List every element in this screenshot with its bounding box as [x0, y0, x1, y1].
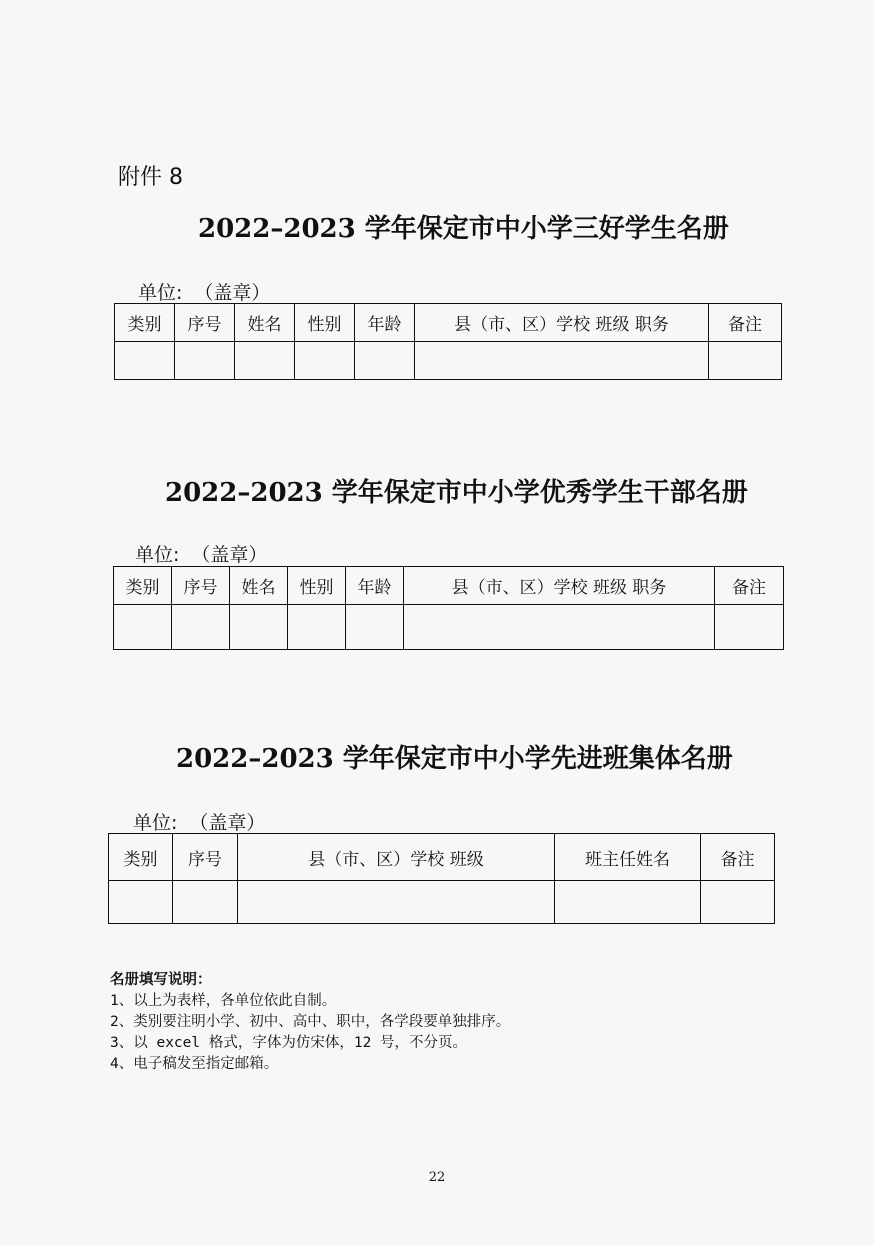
table-row: [109, 881, 775, 924]
header-cell: 类别: [109, 834, 173, 881]
page-number: 22: [428, 1170, 446, 1185]
header-cell: 年龄: [346, 567, 404, 605]
header-cell: 县（市、区）学校 班级: [238, 834, 555, 881]
attachment-label: 附件 8: [118, 165, 183, 190]
table-cell: [709, 342, 782, 380]
section2-title: 2022–2023 学年保定市中小学优秀学生干部名册: [165, 478, 748, 508]
seal-label: （盖章）: [194, 282, 271, 304]
table-cell: [115, 342, 175, 380]
table-cell: [238, 881, 555, 924]
header-cell: 备注: [715, 567, 784, 605]
instruction-item: 4、电子稿发至指定邮箱。: [110, 1056, 279, 1072]
header-cell: 类别: [114, 567, 172, 605]
table-cell: [109, 881, 173, 924]
table-cell: [404, 605, 715, 650]
header-cell: 序号: [173, 834, 238, 881]
table-row: [115, 342, 782, 380]
header-cell: 班主任姓名: [555, 834, 701, 881]
unit-label: 单位:: [138, 282, 183, 304]
header-cell: 类别: [115, 304, 175, 342]
header-cell: 县（市、区）学校 班级 职务: [404, 567, 715, 605]
header-cell: 备注: [709, 304, 782, 342]
table-cell: [172, 605, 230, 650]
table-header-row: [115, 304, 782, 342]
section3-unit-line: [133, 808, 265, 835]
table-cell: [173, 881, 238, 924]
header-cell: 备注: [701, 834, 775, 881]
advanced-class-table: [108, 833, 775, 924]
header-cell: 序号: [175, 304, 235, 342]
table-cell: [415, 342, 709, 380]
instruction-item: 1、以上为表样，各单位依此自制。: [110, 993, 337, 1009]
table-cell: [114, 605, 172, 650]
seal-label: （盖章）: [189, 812, 266, 834]
unit-label: 单位:: [135, 544, 180, 566]
instruction-item: 2、类别要注明小学、初中、高中、职中，各学段要单独排序。: [110, 1014, 511, 1030]
table-row: [114, 605, 784, 650]
outstanding-cadres-table: [113, 566, 784, 650]
header-cell: 姓名: [230, 567, 288, 605]
table-cell: [355, 342, 415, 380]
unit-label: 单位:: [133, 812, 178, 834]
table-cell: [230, 605, 288, 650]
section3-title: 2022–2023 学年保定市中小学先进班集体名册: [176, 744, 733, 774]
section2-unit-line: [135, 540, 267, 567]
header-cell: 性别: [288, 567, 346, 605]
three-good-students-table: [114, 303, 782, 380]
table-cell: [701, 881, 775, 924]
table-header-row: [114, 567, 784, 605]
section1-unit-line: [138, 278, 270, 305]
instructions-heading: 名册填写说明：: [110, 972, 212, 988]
header-cell: 姓名: [235, 304, 295, 342]
instruction-item: 3、以 excel 格式，字体为仿宋体，12 号，不分页。: [110, 1035, 468, 1051]
header-cell: 年龄: [355, 304, 415, 342]
table-cell: [295, 342, 355, 380]
table-cell: [346, 605, 404, 650]
table-cell: [715, 605, 784, 650]
header-cell: 序号: [172, 567, 230, 605]
header-cell: 性别: [295, 304, 355, 342]
seal-label: （盖章）: [191, 544, 268, 566]
table-cell: [175, 342, 235, 380]
table-header-row: [109, 834, 775, 881]
table-cell: [235, 342, 295, 380]
table-cell: [555, 881, 701, 924]
section1-title: 2022–2023 学年保定市中小学三好学生名册: [198, 214, 729, 244]
header-cell: 县（市、区）学校 班级 职务: [415, 304, 709, 342]
instructions-block: [110, 970, 510, 1075]
table-cell: [288, 605, 346, 650]
